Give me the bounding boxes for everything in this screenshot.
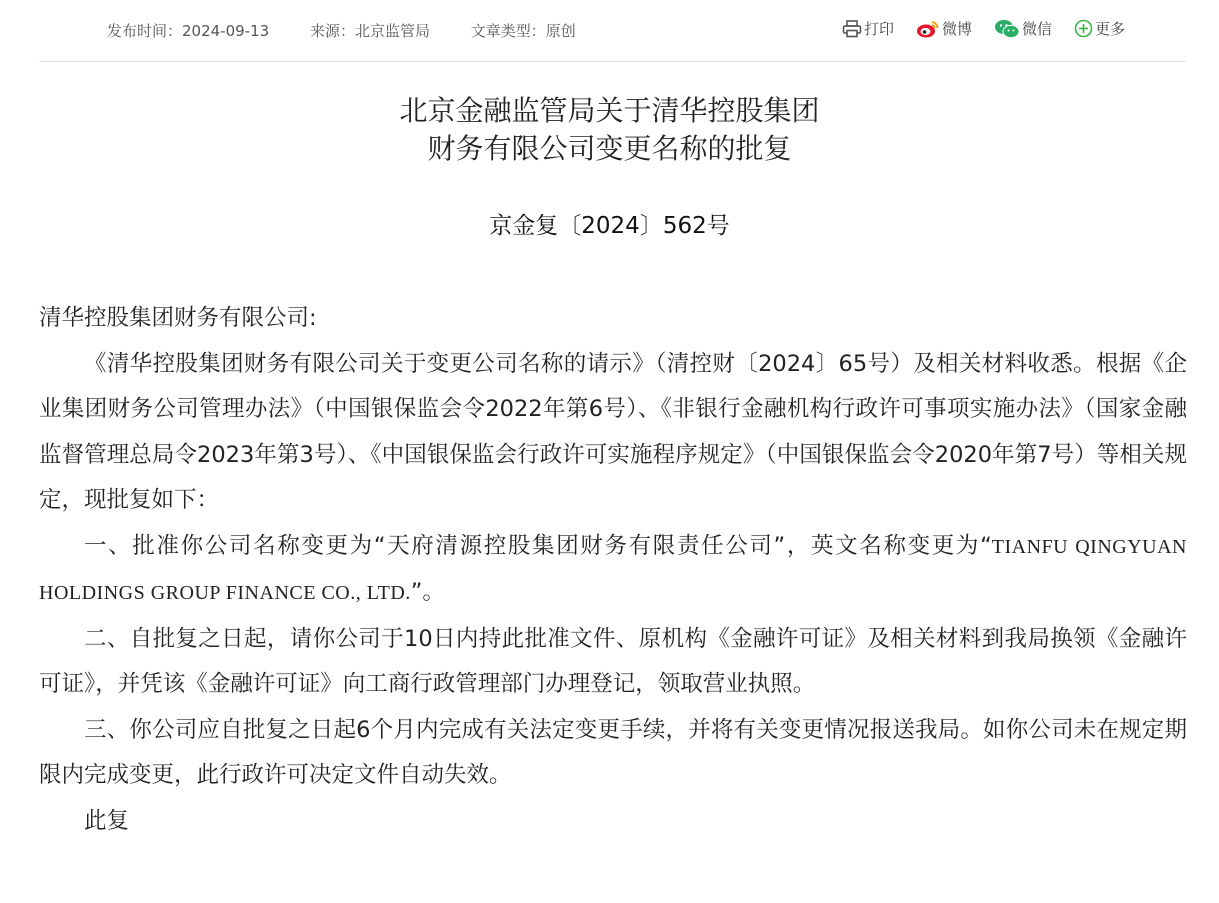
header-divider <box>39 61 1186 62</box>
paragraph-approval-name-prefix: 一、批准你公司名称变更为“天府清源控股集团财务有限责任公司”，英文名称变更为“ <box>84 532 992 559</box>
paragraph-license: 二、自批复之日起，请你公司于10日内持此批准文件、原机构《金融许可证》及相关材料到我局换领《金融许可证》，并凭该《金融许可证》向工商行政管理部门办理登记，领取营业执照。 <box>39 625 1187 697</box>
article-title <box>0 92 1219 168</box>
salutation: 清华控股集团财务有限公司: <box>39 305 317 331</box>
wechat-label: 微信 <box>1021 20 1052 38</box>
paragraph-request: 《清华控股集团财务有限公司关于变更公司名称的请示》（清控财〔2024〕65号）及相关材料收悉。根据《企业集团财务公司管理办法》（中国银保监会令2022年第6号）、《非银行金融机构行政许可事项实施办法》（国家金融监督管理总局令2023年第3号）、《中国银保监会行政许可实施程序规定》（中国银保监会令2020年第7号）等相关规定，现批复如下： <box>39 350 1187 513</box>
print-button[interactable] <box>842 18 894 39</box>
share-toolbar <box>842 18 1125 39</box>
paragraph-deadline: 三、你公司应自批复之日起6个月内完成有关法定变更手续，并将有关变更情况报送我局。如你公司未在规定期限内完成变更，此行政许可决定文件自动失效。 <box>39 716 1187 788</box>
wechat-share-button[interactable] <box>994 18 1052 39</box>
wechat-icon <box>994 19 1020 39</box>
title-line-2: 财务有限公司变更名称的批复 <box>427 132 792 165</box>
title-line-1: 北京金融监管局关于清华控股集团 <box>399 94 820 127</box>
document-number: 京金复〔2024〕562号 <box>489 213 730 239</box>
article-meta-bar <box>0 0 1219 62</box>
paragraph-approval-name <box>39 524 1187 617</box>
weibo-icon <box>916 19 940 39</box>
article-body <box>39 296 1187 844</box>
printer-icon <box>842 20 862 38</box>
article-meta <box>107 20 612 41</box>
more-label: 更多 <box>1094 20 1125 38</box>
paragraph-approval-name-suffix: ”。 <box>410 579 445 605</box>
weibo-label: 微博 <box>941 20 972 38</box>
print-label: 打印 <box>863 20 894 38</box>
plus-circle-icon <box>1074 19 1093 38</box>
article-source: 来源：北京监管局 <box>309 22 430 40</box>
english-company-name: TIANFU QINGYUAN HOLDINGS GROUP FINANCE CO., LTD. <box>39 535 1187 604</box>
closing-text: 此复 <box>84 807 130 834</box>
weibo-share-button[interactable] <box>916 18 972 39</box>
article-type: 文章类型：原创 <box>470 22 576 40</box>
publish-time: 发布时间：2024-09-13 <box>107 22 270 40</box>
more-share-button[interactable] <box>1074 18 1125 39</box>
